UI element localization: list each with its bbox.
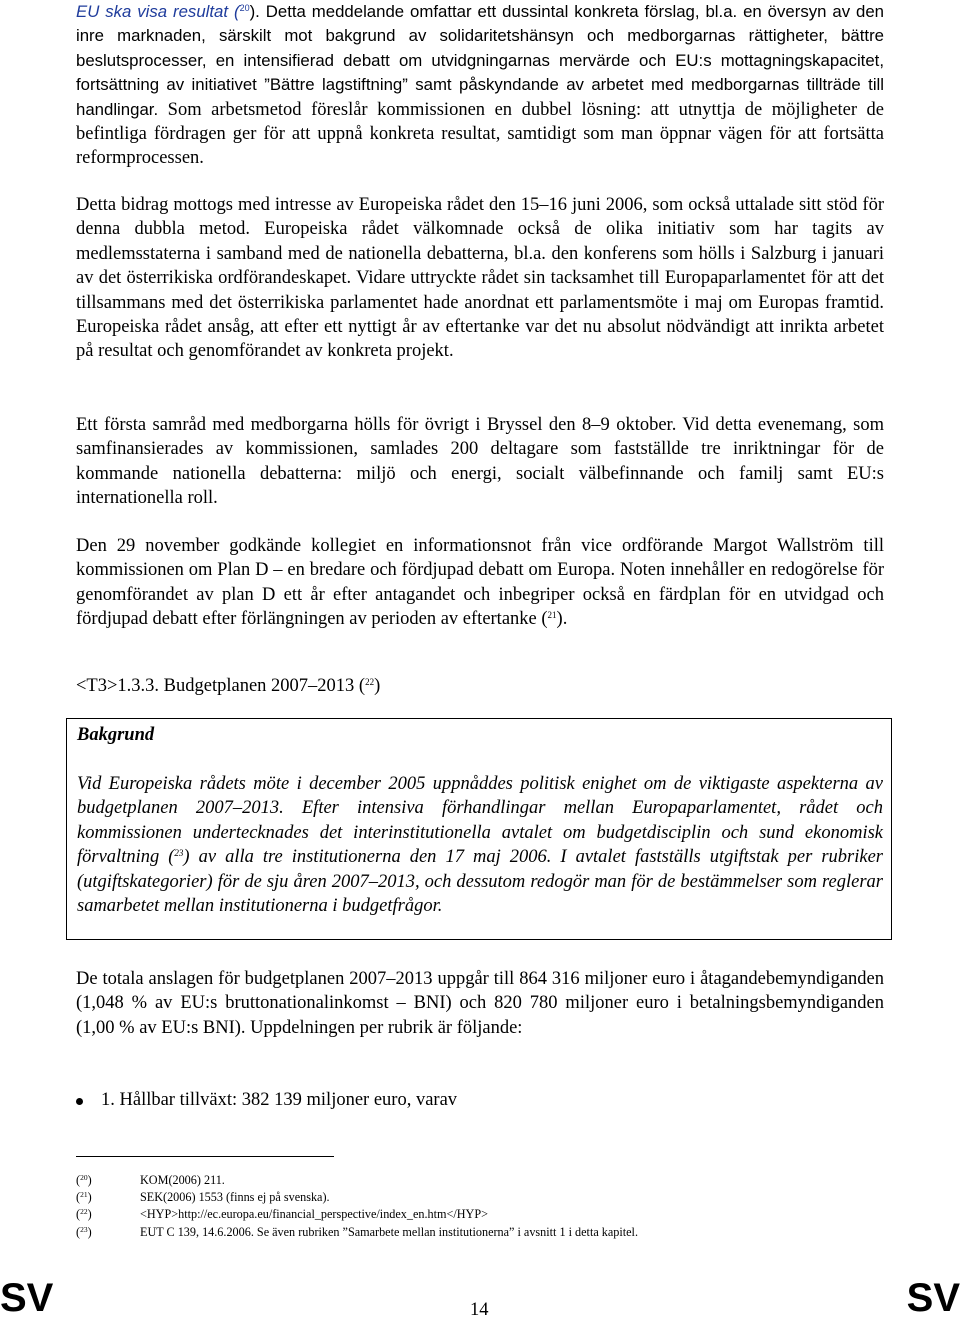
- paragraph-4: [76, 534, 884, 632]
- footnote-text: <HYP>http://ec.europa.eu/financial_perspective/index_en.htm</HYP>: [140, 1207, 489, 1222]
- page-number: 14: [470, 1300, 489, 1320]
- footnote-ref-23: 23: [174, 848, 184, 859]
- section-heading-after: ): [374, 676, 381, 696]
- footnote-ref-22: 22: [365, 677, 375, 687]
- box-body: [77, 772, 883, 918]
- footnote-separator: [76, 1156, 334, 1157]
- footnote-number: ($^{21}$): [76, 1190, 92, 1205]
- paragraph-1-body: ). Detta meddelande omfattar ett dussintal konkreta förslag, bl.a. en översyn av den inre marknaden, särskilt mot bakgrund av solidaritetshänsyn och medborgarnas rättigheter, bättre beslutsprocesser, en intensifierad debatt om utvidgningarnas mervärde och EU:s mottagningskapacitet, fortsättning av initiativet ”Bättre lagstiftning” samt påskyndande av arbetet med medborgarnas tillträde till handlingar.: [76, 2, 884, 119]
- footnote-text: KOM(2006) 211.: [140, 1173, 225, 1187]
- background-box: [66, 718, 892, 940]
- paragraph-1: [76, 0, 884, 171]
- section-heading: [76, 676, 380, 697]
- box-body-after: ) av alla tre institutionerna den 17 maj 2006. I avtalet fastställs utgiftstak per rubriker (utgiftskategorier) för de sju åren 2007–2013, och dessutom redogör man för de bestämmelser som reglerar samarbetet mellan institutionerna i budgetfrågor.: [77, 847, 883, 917]
- box-body-text: Vid Europeiska rådets möte i december 2005 uppnåddes politisk enighet om de viktigaste aspekterna av budgetplanen 2007–2013. Efter intensiva förhandlingar mellan Europaparlamentet, rådet och kommissionen undertecknades det interinstitutionella avtalet om budgetdisciplin och sund ekonomisk förvaltning (: [77, 774, 883, 868]
- footnote-text: EUT C 139, 14.6.2006. Se även rubriken ”Samarbete mellan institutionerna” i avsnitt 1 i detta kapitel.: [140, 1224, 638, 1239]
- footnote-ref-21: 21: [547, 610, 557, 621]
- bullet-dot-icon: [76, 1098, 83, 1105]
- paragraph-2: Detta bidrag mottogs med intresse av Europeiska rådet den 15–16 juni 2006, som också uttalade sitt stöd för denna dubbla metod. Europeiska rådet välkomnade också de olika initiativ som har tagits av medlemsstaterna i samband med de nationella debatterna, bl.a. den konferens som hölls i Salzburg i januari av det österrikiska ordförandeskapet. Vidare uttryckte rådet sin tacksamhet till Europaparlamentet för att det tillsammans med det österrikiska parlamentet hade anordnat ett parlamentsmöte i maj om Europas framtid. Europeiska rådet ansåg, att efter ett nyttigt år av eftertanke var det nu absolut nödvändigt att inrikta arbetet på resultat och genomförandet av konkreta projekt.: [76, 195, 884, 362]
- bullet-text: 1. Hållbar tillväxt: 382 139 miljoner euro, varav: [101, 1090, 458, 1110]
- footnote-number: ($^{20}$): [76, 1173, 92, 1187]
- paragraph-4-after: ).: [556, 609, 568, 630]
- paragraph-1-lead: EU ska visa resultat (: [76, 2, 240, 21]
- paragraph-3: Ett första samråd med medborgarna hölls för övrigt i Bryssel den 8–9 oktober. Vid detta evenemang, som samfinansierades av kommissionen, samlades 200 deltagare som fastställde tre inriktningar för de kommande nationella debatterna: miljö och energi, socialt välbefinnande och familj samt EU:s internationella roll.: [76, 415, 884, 509]
- paragraph-4-text: Den 29 november godkände kollegiet en informationsnot från vice ordförande Margot Wallström till kommissionen om Plan D – en bredare och fördjupad debatt om Europa. Noten innehåller en redogörelse för genomförandet av plan D ett år efter antagandet och inbegriper också en färdplan för en utvidgad och fördjupad debatt efter förlängningen av perioden av eftertanke (: [76, 536, 884, 630]
- paragraph-5: De totala anslagen för budgetplanen 2007–2013 uppgår till 864 316 miljoner euro i åtagandebemyndiganden (1,048 % av EU:s bruttonationalinkomst – BNI) och 820 780 miljoner euro i betalningsbemyndiganden (1,00 % av EU:s BNI). Uppdelningen per rubrik är följande:: [76, 969, 884, 1038]
- section-heading-text: <T3>1.3.3. Budgetplanen 2007–2013 (: [76, 676, 366, 696]
- footnote-text: SEK(2006) 1553 (finns ej på svenska).: [140, 1190, 330, 1205]
- footnote-number: ($^{22}$): [76, 1207, 92, 1222]
- box-title: Bakgrund: [77, 725, 155, 745]
- paragraph-1-rest: Som arbetsmetod föreslår kommissionen en dubbel lösning: att utnyttja de möjligheter de befintliga fördragen ger för att uppnå konkreta resultat, samtidigt som man öppnar vägen för att fortsätta reformprocessen.: [76, 99, 884, 169]
- language-code-right: SV: [906, 1276, 960, 1320]
- footnote-ref-20: 20: [239, 3, 250, 13]
- language-code-left: SV: [0, 1276, 54, 1320]
- footnote-number: ($^{23}$): [76, 1224, 92, 1239]
